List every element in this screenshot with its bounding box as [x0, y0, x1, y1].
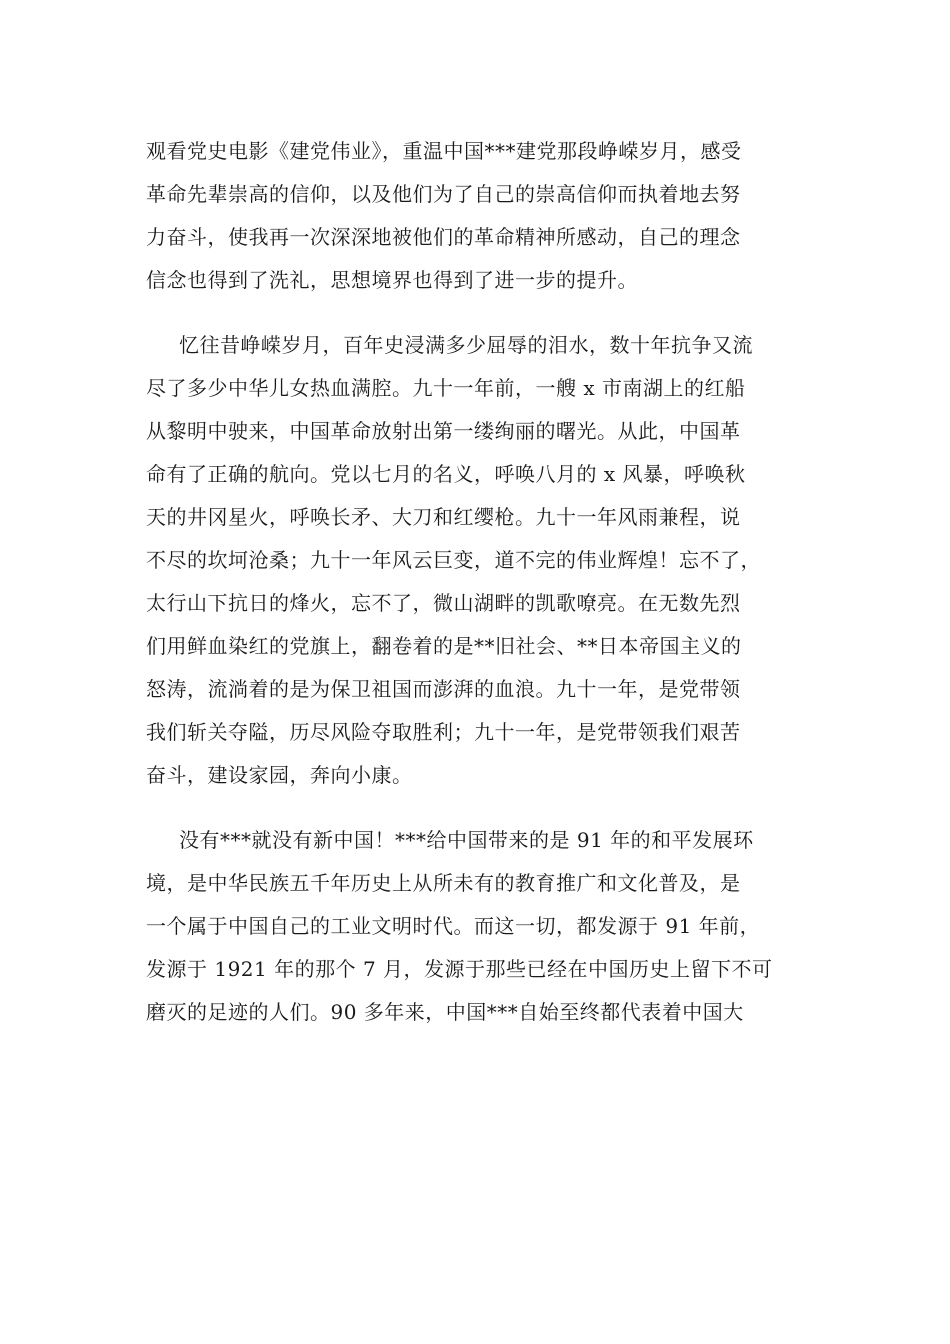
text-line: 忆往昔峥嵘岁月，百年史浸满多少屈辱的泪水，数十年抗争又流 [179, 333, 753, 357]
paragraph-1 [146, 130, 800, 302]
text-line: 没有***就没有新中国！***给中国带来的是 91 年的和平发展环 [179, 828, 754, 852]
text-line: 发源于 1921 年的那个 7 月，发源于那些已经在中国历史上留下不可 [146, 957, 773, 981]
text-line: 境，是中华民族五千年历史上从所未有的教育推广和文化普及，是 [146, 871, 741, 895]
text-line: 命有了正确的航向。党以七月的名义，呼唤八月的 x 风暴，呼唤秋 [146, 462, 746, 486]
document-body [146, 130, 800, 1034]
text-line: 一个属于中国自己的工业文明时代。而这一切，都发源于 91 年前， [146, 914, 761, 938]
text-line: 信念也得到了洗礼，思想境界也得到了进一步的提升。 [146, 268, 638, 292]
text-line: 尽了多少中华儿女热血满腔。九十一年前，一艘 x 市南湖上的红船 [146, 376, 746, 400]
text-line: 太行山下抗日的烽火，忘不了，微山湖畔的凯歌嘹亮。在无数先烈 [146, 591, 741, 615]
text-line: 力奋斗，使我再一次深深地被他们的革命精神所感动，自己的理念 [146, 225, 741, 249]
text-line: 天的井冈星火，呼唤长矛、大刀和红缨枪。九十一年风雨兼程，说 [146, 505, 741, 529]
paragraph-3 [146, 819, 800, 1034]
text-line: 从黎明中驶来，中国革命放射出第一缕绚丽的曙光。从此，中国革 [146, 419, 741, 443]
text-line: 们用鲜血染红的党旗上，翻卷着的是**旧社会、**日本帝国主义的 [146, 634, 742, 658]
text-line: 我们斩关夺隘，历尽风险夺取胜利；九十一年，是党带领我们艰苦 [146, 720, 741, 744]
text-line: 不尽的坎坷沧桑；九十一年风云巨变，道不完的伟业辉煌！忘不了， [146, 548, 761, 572]
text-line: 奋斗，建设家园，奔向小康。 [146, 763, 413, 787]
text-line: 磨灭的足迹的人们。90 多年来，中国***自始至终都代表着中国大 [146, 1000, 744, 1024]
text-line: 怒涛，流淌着的是为保卫祖国而澎湃的血浪。九十一年，是党带领 [146, 677, 741, 701]
text-line: 革命先辈崇高的信仰，以及他们为了自己的崇高信仰而执着地去努 [146, 182, 741, 206]
paragraph-2 [146, 324, 800, 797]
text-line: 观看党史电影《建党伟业》，重温中国***建党那段峥嵘岁月，感受 [146, 139, 742, 163]
